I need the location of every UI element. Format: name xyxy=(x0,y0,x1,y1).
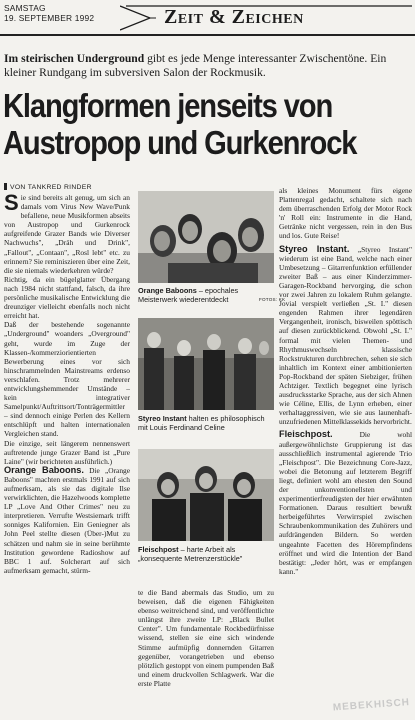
subheading: Styreo Instant. xyxy=(279,243,350,254)
paragraph: Daß der bestehende sogenannte „Underground" woanders „Overground" geht, wurde im Zuge der Klassen-/kommerziorientierten Bewerberung eines vor sich hinschrammelnden Mainstreams erdenso verschlafen. Trotz mehrerer entwicklungshemmender Umstände – kein integrativer Samelpunkt/Auftrittsort/Tonträgermittler – sind dennoch einige Perlen des Kellern entschlüpft und halten internationalen Vergleichen stand. xyxy=(4,320,130,439)
paragraph xyxy=(279,245,412,427)
subheading: Fleischpost. xyxy=(279,429,333,440)
archive-stamp: MEBEKHISCH xyxy=(332,697,411,714)
paragraph xyxy=(4,190,130,275)
subheading: Orange Baboons. xyxy=(4,464,84,475)
band-photo-orange-baboons xyxy=(138,191,274,283)
caption-name: Orange Baboons xyxy=(138,286,197,295)
deck-lead: Im steirischen Underground xyxy=(4,52,145,65)
deck-text: gibt es jede Menge interessanter Zwischentöne. Ein kleiner Rundgang im subversiven Salon der Rockmusik. xyxy=(4,52,387,79)
article-deck xyxy=(4,52,412,80)
byline-text: VON TANKRED RINDER xyxy=(10,184,92,191)
photo-caption xyxy=(138,545,274,563)
article-headline xyxy=(3,88,360,162)
section-header xyxy=(120,4,412,30)
publication-date: 19. SEPTEMBER 1992 xyxy=(4,13,95,23)
text-column-1 xyxy=(4,190,130,575)
caption-text: – epochales Meisterwerk wiederentdeckt xyxy=(138,286,239,304)
paragraph-text: Die „Orange Baboons" machten erstmals 1991 auf sich aufmerksam, als sie das digitale Ilse verwirklichten, die Hazelwoods komplette LP „Love And Other Crimes" neu zu interpretieren. Verrufte Westsiemark trifft sonniges Kalifornien. Ein Geniegner als John Peel stellte diesen (Über-)Mut zu schätzen und nahm sie in seine berühmte Institution gewordene Radioshow auf BBC 1 auf. Solcherart auf sich aufmerksam gemacht, stürm- xyxy=(4,465,130,575)
paragraph: Die einzige, seit längerem nennenswert auftretende junge Grazer Band ist „Pure Laine" (wir berichteten ausführlich.) xyxy=(4,438,130,466)
paragraph: te die Band abermals das Studio, um zu beweisen, daß die eigenen Fähigkeiten ebenso weitreichend sind, und veröffentlichte unlängst ihre zweite LP: „Black Bullet Center". Um fundamentale Rockbedürfnisse wissend, stellen sie eine sich windende Stimme aufmüpfig donnernden Gitarren gegenüber, vorangetrieben und ebenso plötzlich gestoppt von einem pumpenden Baß und einem druckvollen Schlagwerk. War die erste Platte xyxy=(138,588,274,688)
text-column-3 xyxy=(279,186,412,576)
photo-caption xyxy=(138,286,258,304)
byline-bar xyxy=(4,183,7,190)
photo-caption xyxy=(138,414,274,432)
caption-text: – harte Arbeit als „konsequente Metrenzerstückle" xyxy=(138,545,243,563)
paragraph-text: „Styreo Instant" wiederum ist eine Band, welche nach einer Umbesetzung – Gitarrenfunktion erfüllender zweiter Baß – aus einer Kinderzimmer-Garagen-Rockband hervorging, die schon vor zwei Jahren zu lokalem Ruhm gelangte. Jovial verspielt verließen „St. I." diesen engenden Rahmen ihrer legendären Vergangenheit, ironisch, bisweilen spöttisch auf diesen zurückblickend. Obwohl „St. I." formal mit vielen Themen- und Rhythmuswechseln klassische Rockstrukturen durchbrechen, sehen sie sich inhaltlich im Kontext einer ambitionierten Pop-Rockband der späten Siebziger, frühen Achtziger. Textlich begegnet eine lyrisch ausdrucksstarke Sprache, aus der sich Ahnen wie Céline, Ellis, de Lynn erheben, einer verhaltaggressiven, wie sie aus launenhaft-unzufriedenen Mittelklassekids hervorbricht. xyxy=(279,244,412,427)
headline-line-2: Austropop und Gurkenrock xyxy=(3,125,357,162)
paragraph-text: ie sind bereits alt genug, um sich an damals vom Virus New Wave/Punk befallene, neue Musikformen abseits von Austropop und Gurkenrock aufgreifende Grazer Bands wie Diverser Nachwuchs", „Dräh und Drink", „Fallout", „Contaan", „Rosl lebt" etc. zu erinnern? Sie reminiszieren über eine Zeit, die sie niemals wiederkehren würde? xyxy=(4,193,130,275)
paragraph: als kleines Monument fürs eigene Plattenregal gedacht, schaltete sich nach dem überraschenden Erfolg der Motor Rock 'n' Roll ein: Instrumente in die Hand, Getränke nicht vergessen, rein in den Bus und los. Gute Reise! xyxy=(279,186,412,241)
dateline xyxy=(4,3,94,23)
caption-name: Styreo Instant xyxy=(138,414,187,423)
drop-cap: S xyxy=(4,190,19,215)
masthead-rule xyxy=(0,34,415,36)
photo-credit: FOTOS: KK xyxy=(259,297,286,302)
band-photo-styreo-instant xyxy=(138,318,274,410)
headline-line-1: Klangformen jenseits von xyxy=(3,88,333,125)
band-photo-fleischpost xyxy=(138,449,274,541)
caption-name: Fleischpost xyxy=(138,545,179,554)
caption-text: halten es philosophisch mit Louis Ferdinand Celine xyxy=(138,414,265,432)
text-column-2 xyxy=(138,588,274,688)
paragraph-text: Die wohl außergewöhnlichste Gruppierung ist das ausschließlich instrumental agierende Trio „Fleischpost". Die Bezeichnung Core-Jazz, wobei die Betonung auf letzterem Begriff liegt, definiert wohl am ehesten den Sound der unkonventionellsten und experimentierfreudigsten der hier erwähnten Formationen. Daraus resultiert bewußt herbeigeführtes Verwirrspiel zwischen Schraubenkommunikation des Zuhörers und aufdrängenden Bildern. So werden ungeahnte Facetten des Hörempfindens eröffnet und wird die Intention der Band bestätigt: „Jeder hört, was er empfangen kann." xyxy=(279,430,412,576)
section-title: Zeit & Zeichen xyxy=(164,6,304,28)
paragraph xyxy=(4,466,130,575)
weekday: SAMSTAG xyxy=(4,3,46,13)
paragraph: Richtig, da ein bügelglatter Übergang nach 1984 nicht stattfand, falsch, da ihre persönliche musikalische Entwicklung die dreunziger vielleicht ebenfalls noch nicht erreicht hat. xyxy=(4,274,130,321)
paragraph xyxy=(279,430,412,576)
